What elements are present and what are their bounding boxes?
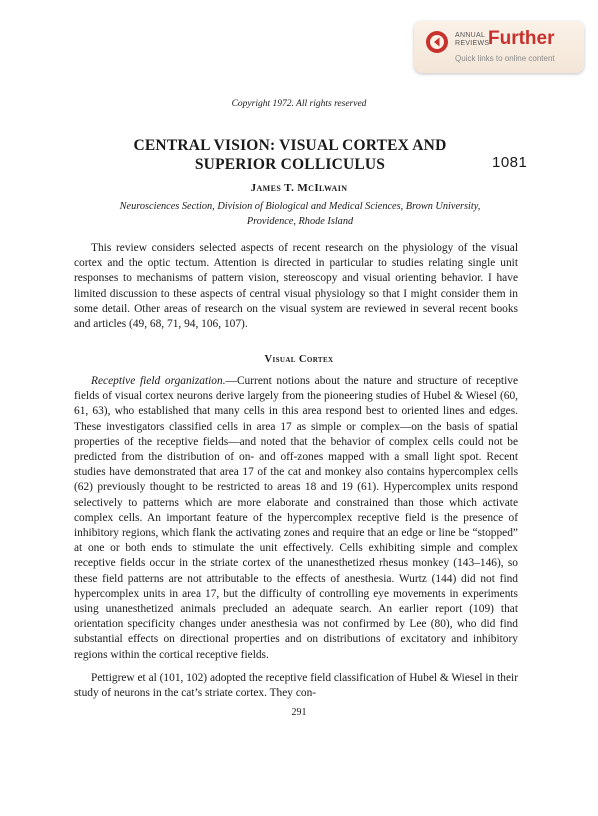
affiliation-line-2: Providence, Rhode Island	[246, 216, 354, 227]
pettigrew-paragraph: Pettigrew et al (101, 102) adopted the receptive field classification of Hubel & Wiesel in their study of neurons in the cat’s striate cortex. They con-	[74, 672, 518, 700]
affiliation-line-1: Neurosciences Section, Division of Biological and Medical Sciences, Brown University,	[119, 201, 481, 212]
article-title-line-2: SUPERIOR COLLICULUS	[194, 156, 386, 173]
paragraph-lead-heading: Receptive field organization.	[91, 375, 226, 387]
section-heading: Visual Cortex	[264, 354, 334, 365]
receptive-field-paragraph	[74, 374, 518, 663]
further-subtitle: Quick links to online content	[455, 54, 555, 63]
article-title	[80, 136, 500, 174]
receptive-field-paragraph-text: —Current notions about the nature and structure of receptive fields of visual cortex neurons derive largely from the pioneering studies of Hubel & Wiesel (60, 61, 63), who established that many cells in this area respond best to oriented lines and edges. These investigators classified cells in area 17 as simple or complex—on the basis of spatial properties of the receptive fields—and noted that the behavior of complex cells could not be predicted from the distribution of on- and off-zones mapped with a small light spot. Recent studies have demonstrated that area 17 of the cat and monkey also contains hypercomplex cells (62) previously thought to be restricted to areas 18 and 19 (61). Hypercomplex units respond selectively to patterns which are more elaborate and constrained than those which activate complex cells. An important feature of the hypercomplex receptive field is the presence of inhibitory regions, which flank the activating zones and require that an edge or line be “stopped” at one or both ends to stimulate the unit effectively. Cells exhibiting simple and complex receptive fields occur in the striate cortex of the unanesthetized rhesus monkey (143–146), so these field patterns are not attributable to the effects of anesthesia. Wurtz (144) did not find hypercomplex units in area 17, but the difficulty of controlling eye movements in experiments using unanesthetized animals precluded an adequate search. An earlier report (109) that orientation specificity changes under anesthesia was not confirmed by Lee (80), who did find substantial effects on directional properties and on distributions of excitatory and inhibitory regions within the cortical receptive fields.	[74, 375, 518, 661]
author-affiliation	[60, 199, 540, 229]
further-wordmark: Further	[488, 28, 555, 49]
intro-paragraph: This review considers selected aspects of recent research on the physiology of the visual cortex and the optic tectum. Attention is directed in particular to studies relating single unit responses to mechanisms of pattern vision, stereoscopy and visual orienting behavior. I have limited discussion to these aspects of central visual physiology so that I might consider them in some detail. Other areas of research on the visual system are reviewed in several recent books and articles (49, 68, 71, 94, 106, 107).	[74, 242, 518, 331]
further-annual-text: ANNUAL	[455, 32, 486, 39]
annual-reviews-logo-icon	[425, 30, 449, 54]
page-number: 291	[291, 707, 307, 718]
article-title-line-1: CENTRAL VISION: VISUAL CORTEX AND	[133, 137, 447, 154]
copyright-notice: Copyright 1972. All rights reserved	[231, 99, 367, 109]
further-links-badge[interactable]	[414, 21, 584, 73]
further-reviews-text: REVIEWS	[455, 40, 490, 47]
author-name: James T. McIlwain	[250, 182, 348, 194]
chapter-number: 1081	[492, 154, 528, 171]
